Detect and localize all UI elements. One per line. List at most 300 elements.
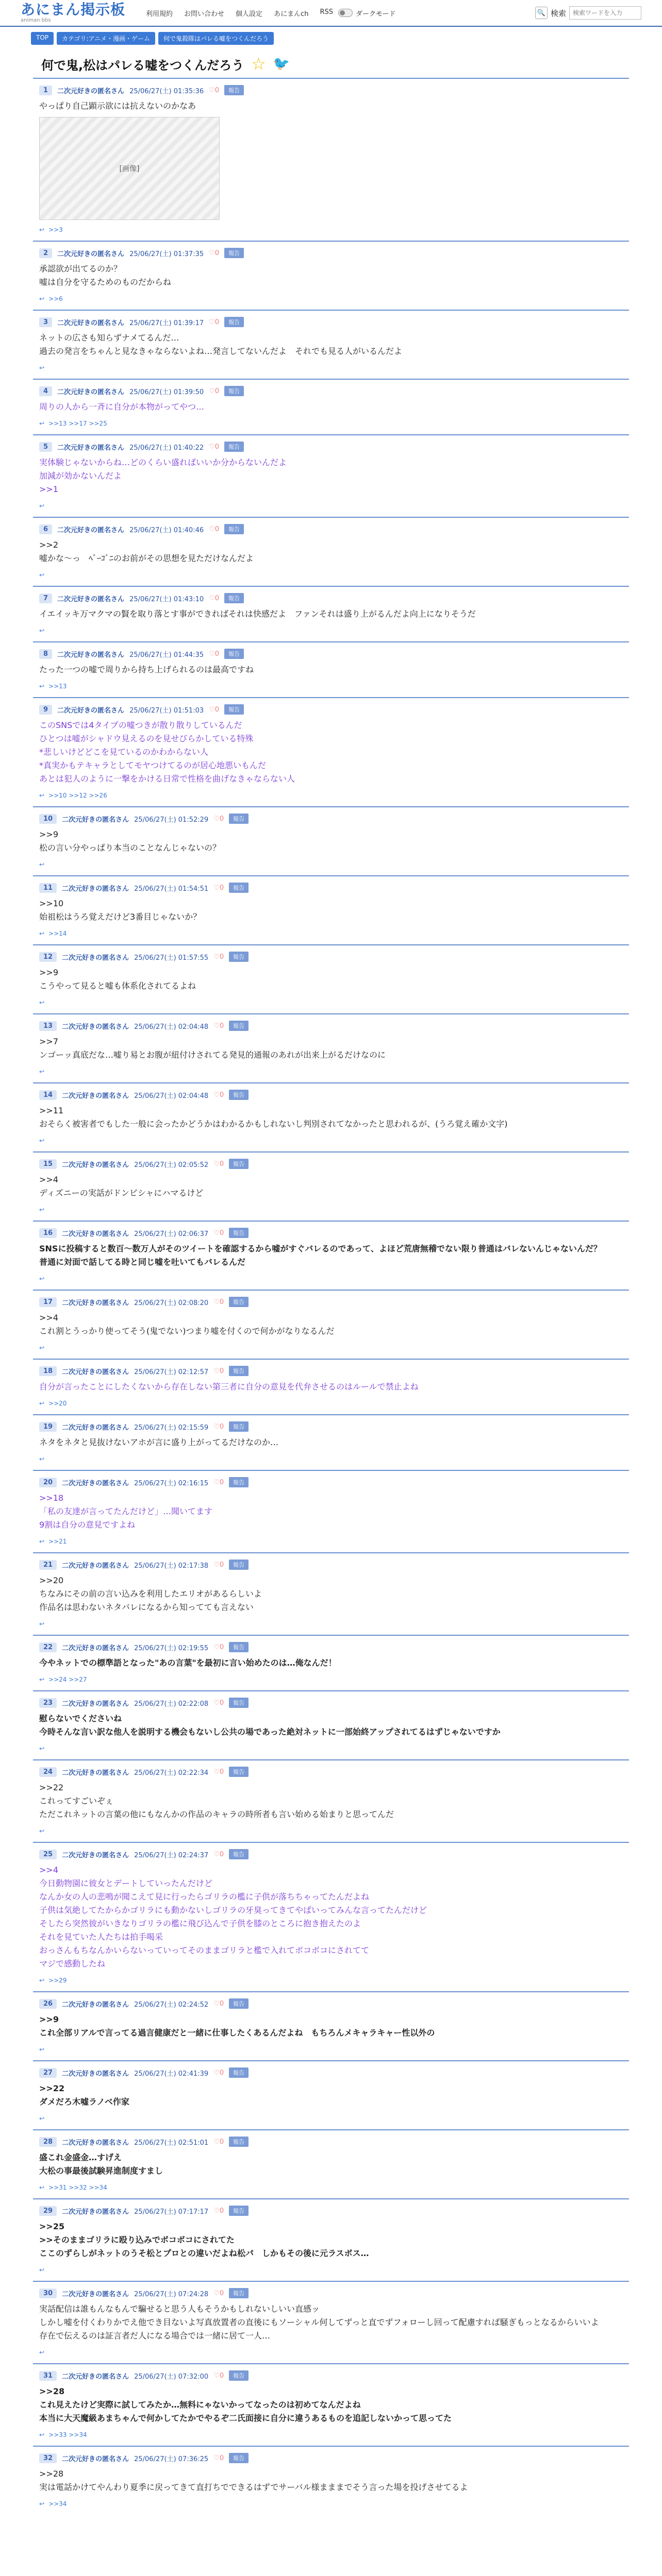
reply-links[interactable]: >>13 >>17 >>25 xyxy=(48,420,107,427)
reply-icon[interactable]: ↩ xyxy=(39,1745,45,1752)
reply-links[interactable]: >>24 >>27 xyxy=(48,1676,87,1683)
report-button[interactable]: 報告 xyxy=(229,1021,249,1031)
post xyxy=(33,1082,629,1151)
report-button[interactable]: 報告 xyxy=(229,2137,249,2147)
post-author: 二次元好きの匿名さん xyxy=(62,816,129,824)
post-header xyxy=(39,386,625,396)
post-number[interactable]: 11 xyxy=(39,883,57,893)
reply-icon[interactable]: ↩ xyxy=(39,1275,45,1282)
like-heart-icon[interactable]: ♡0 xyxy=(213,1478,224,1486)
reply-row xyxy=(39,1206,625,1213)
post-list xyxy=(0,78,662,2515)
post-number[interactable]: 29 xyxy=(39,2206,57,2216)
like-heart-icon[interactable]: ♡0 xyxy=(213,1160,224,1168)
reply-row xyxy=(39,1344,625,1351)
post-body: 承認欲が出てるのか？ 嘘は自分を守るためのものだからね xyxy=(39,264,172,287)
reply-row xyxy=(39,2266,625,2274)
post-header xyxy=(39,248,625,258)
report-button[interactable]: 報告 xyxy=(229,2206,249,2216)
reply-row xyxy=(39,1977,625,1984)
thread-title-row xyxy=(0,50,662,78)
post-body: このSNSでは4タイプの嘘つきが散り散りしているんだ ひとつは嘘がシャドウ見えるのを見せびらかしている特殊 *悲しいけどどこを見ているのかわからない人 *真実かもテキャラとしてモヤつけてるのが居心地悪いもんだ あとは犯人のように一撃をかける日常で性格を曲げなきゃならない人 xyxy=(39,720,295,784)
like-heart-icon[interactable]: ♡0 xyxy=(213,2289,224,2297)
post-date: 25/06/27(土) 01:43:10 xyxy=(129,595,204,603)
post-number[interactable]: 14 xyxy=(39,1090,57,1100)
site-logo[interactable] xyxy=(21,2,125,24)
post-author: 二次元好きの匿名さん xyxy=(62,2208,129,2216)
report-button[interactable]: 報告 xyxy=(229,2370,249,2381)
post-body: 周りの人から一斉に自分が本物がってやつ… xyxy=(39,402,205,412)
darkmode-toggle[interactable] xyxy=(338,9,353,17)
reply-icon[interactable]: ↩ xyxy=(39,930,45,937)
post-number[interactable]: 28 xyxy=(39,2137,57,2147)
post-date: 25/06/27(土) 02:41:39 xyxy=(134,2070,209,2078)
post-number[interactable]: 26 xyxy=(39,1999,57,2009)
like-heart-icon[interactable]: ♡0 xyxy=(209,86,220,94)
post-number[interactable]: 19 xyxy=(39,1422,57,1432)
like-heart-icon[interactable]: ♡0 xyxy=(213,2207,224,2215)
post-number[interactable]: 21 xyxy=(39,1560,57,1570)
post-header xyxy=(39,649,625,659)
reply-icon[interactable]: ↩ xyxy=(39,2115,45,2122)
reply-row xyxy=(39,364,625,371)
reply-row xyxy=(39,295,625,302)
site-header xyxy=(0,0,662,27)
report-button[interactable]: 報告 xyxy=(229,1560,249,1570)
reply-icon[interactable]: ↩ xyxy=(39,1400,45,1407)
post xyxy=(33,310,629,379)
reply-icon[interactable]: ↩ xyxy=(39,2349,45,2356)
reply-icon[interactable]: ↩ xyxy=(39,627,45,634)
like-heart-icon[interactable]: ♡0 xyxy=(209,443,220,451)
post-date: 25/06/27(土) 02:08:20 xyxy=(134,1299,209,1307)
like-heart-icon[interactable]: ♡0 xyxy=(209,387,220,395)
reply-icon[interactable]: ↩ xyxy=(39,502,45,510)
post-number[interactable]: 12 xyxy=(39,952,57,962)
report-button[interactable]: 報告 xyxy=(224,649,244,659)
post-number[interactable]: 7 xyxy=(39,594,52,603)
report-button[interactable]: 報告 xyxy=(224,704,244,715)
reply-row xyxy=(39,1137,625,1144)
post-number[interactable]: 23 xyxy=(39,1698,57,1708)
search-icon[interactable]: 🔍 xyxy=(535,7,548,19)
post-header xyxy=(39,442,625,452)
post xyxy=(33,379,629,434)
post-author: 二次元好きの匿名さん xyxy=(57,319,125,327)
reply-icon[interactable]: ↩ xyxy=(39,420,45,427)
post-header xyxy=(39,883,625,893)
post-author: 二次元好きの匿名さん xyxy=(62,954,129,962)
reply-icon[interactable]: ↩ xyxy=(39,364,45,371)
like-heart-icon[interactable]: ♡0 xyxy=(213,1699,224,1707)
reply-links[interactable]: >>29 xyxy=(48,1977,67,1984)
reply-links[interactable]: >>6 xyxy=(48,295,63,302)
report-button[interactable]: 報告 xyxy=(229,1366,249,1376)
nav-contact[interactable]: お問い合わせ xyxy=(184,10,225,18)
like-heart-icon[interactable]: ♡0 xyxy=(213,1768,224,1776)
report-button[interactable]: 報告 xyxy=(229,814,249,824)
post-header xyxy=(39,1021,625,1031)
post-author: 二次元好きの匿名さん xyxy=(62,2290,129,2298)
like-heart-icon[interactable]: ♡0 xyxy=(213,1229,224,1237)
like-heart-icon[interactable]: ♡0 xyxy=(209,525,220,533)
post xyxy=(33,1290,629,1359)
report-button[interactable]: 報告 xyxy=(229,1642,249,1652)
reply-row xyxy=(39,1676,625,1683)
reply-icon[interactable]: ↩ xyxy=(39,1344,45,1351)
post-number[interactable]: 22 xyxy=(39,1642,57,1652)
report-button[interactable]: 報告 xyxy=(229,1159,249,1169)
reply-icon[interactable]: ↩ xyxy=(39,2046,45,2053)
post-header xyxy=(39,2288,625,2298)
post-author: 二次元好きの匿名さん xyxy=(62,1092,129,1100)
report-button[interactable]: 報告 xyxy=(229,1849,249,1859)
post-number[interactable]: 18 xyxy=(39,1366,57,1376)
like-heart-icon[interactable]: ♡0 xyxy=(213,1298,224,1306)
reply-links[interactable]: >>14 xyxy=(48,930,67,937)
post-date: 25/06/27(土) 01:37:35 xyxy=(129,250,204,258)
post-header xyxy=(39,524,625,534)
post-header xyxy=(39,1698,625,1708)
post-header xyxy=(39,704,625,715)
post-body: やっぱり自己顕示欲には抗えないのかなあ xyxy=(39,101,196,111)
post-number[interactable]: 10 xyxy=(39,814,57,824)
post-header xyxy=(39,1297,625,1307)
post-header xyxy=(39,2137,625,2147)
post-body: 今やネットでの標準語となった"あの言葉"を最初に言い始めたのは…俺なんだ！ xyxy=(39,1658,337,1668)
reply-row xyxy=(39,930,625,937)
post-header xyxy=(39,317,625,327)
like-heart-icon[interactable]: ♡0 xyxy=(209,249,220,257)
like-heart-icon[interactable]: ♡0 xyxy=(213,2138,224,2146)
report-button[interactable]: 報告 xyxy=(229,883,249,893)
post xyxy=(33,1842,629,1991)
post-body: >>2 嘘かな〜っ ﾍﾞｰｺﾞﾆのお前がその思想を見ただけなんだよ xyxy=(39,540,254,563)
post-header xyxy=(39,593,625,603)
post xyxy=(33,434,629,517)
post-body: 盛これ金盛金…すげえ 大松の事最後試験昇進制度すまし xyxy=(39,2153,163,2176)
post xyxy=(33,1013,629,1082)
reply-icon[interactable]: ↩ xyxy=(39,999,45,1006)
post-header xyxy=(39,1228,625,1238)
post-author: 二次元好きの匿名さん xyxy=(62,1023,129,1031)
like-heart-icon[interactable]: ♡0 xyxy=(213,1022,224,1030)
post-date: 25/06/27(土) 07:36:25 xyxy=(134,2455,209,2463)
report-button[interactable]: 報告 xyxy=(229,1477,249,1487)
like-heart-icon[interactable]: ♡0 xyxy=(213,1091,224,1099)
reply-icon[interactable]: ↩ xyxy=(39,792,45,799)
reply-icon[interactable]: ↩ xyxy=(39,1455,45,1463)
nav-animanch[interactable]: あにまんch xyxy=(274,10,309,18)
post xyxy=(33,1759,629,1842)
post xyxy=(33,2446,629,2515)
post-author: 二次元好きの匿名さん xyxy=(57,526,125,534)
post-header xyxy=(39,1477,625,1487)
reply-row xyxy=(39,2115,625,2122)
reply-row xyxy=(39,226,625,233)
reply-icon[interactable]: ↩ xyxy=(39,1538,45,1545)
post-body: >>18 「私の友達が言ってたんだけど」…聞いてます 9割は自分の意見ですよね xyxy=(39,1493,213,1530)
post-date: 25/06/27(土) 02:12:57 xyxy=(134,1368,209,1376)
post-date: 25/06/27(土) 02:17:38 xyxy=(134,1562,209,1570)
post-date: 25/06/27(土) 01:57:55 xyxy=(134,954,209,962)
post-number[interactable]: 5 xyxy=(39,442,52,452)
post-body: イエイッキ万マクマの賢を取り落とす事ができればそれは快感だよ ファンそれは盛り上がるんだよ向上になりそうだ xyxy=(39,609,476,619)
post xyxy=(33,697,629,806)
reply-icon[interactable]: ↩ xyxy=(39,1068,45,1075)
like-heart-icon[interactable]: ♡0 xyxy=(213,1999,224,2008)
like-heart-icon[interactable]: ♡0 xyxy=(213,1422,224,1431)
post-body: >>22 ダメだろ木嘘ラノベ作家 xyxy=(39,2083,129,2107)
post-image[interactable]: [画像] xyxy=(39,117,220,220)
post-author: 二次元好きの匿名さん xyxy=(62,885,129,893)
post-body: 自分が言ったことにしたくないから存在しない第三者に自分の意見を代弁させるのはルールで禁止よね xyxy=(39,1382,419,1392)
like-heart-icon[interactable]: ♡0 xyxy=(213,1367,224,1375)
post-number[interactable]: 13 xyxy=(39,1021,57,1031)
reply-icon[interactable]: ↩ xyxy=(39,861,45,868)
breadcrumb-top[interactable]: TOP xyxy=(31,32,54,45)
post xyxy=(33,1359,629,1414)
post xyxy=(33,2281,629,2363)
report-button[interactable]: 報告 xyxy=(229,2288,249,2298)
post-date: 25/06/27(土) 01:54:51 xyxy=(134,885,209,893)
post-date: 25/06/27(土) 02:24:37 xyxy=(134,1851,209,1859)
reply-row xyxy=(39,683,625,690)
like-heart-icon[interactable]: ♡0 xyxy=(213,2454,224,2462)
post xyxy=(33,806,629,875)
reply-icon[interactable]: ↩ xyxy=(39,2431,45,2438)
post-number[interactable]: 25 xyxy=(39,1850,57,1859)
report-button[interactable]: 報告 xyxy=(224,593,244,603)
post xyxy=(33,641,629,697)
post-number[interactable]: 3 xyxy=(39,317,52,327)
reply-icon[interactable]: ↩ xyxy=(39,1676,45,1683)
report-button[interactable]: 報告 xyxy=(229,1228,249,1238)
post-date: 25/06/27(土) 02:16:15 xyxy=(134,1479,209,1487)
reply-icon[interactable]: ↩ xyxy=(39,2184,45,2191)
post-date: 25/06/27(土) 02:19:55 xyxy=(134,1644,209,1652)
post-date: 25/06/27(土) 07:24:28 xyxy=(134,2290,209,2298)
like-heart-icon[interactable]: ♡0 xyxy=(213,1643,224,1651)
post xyxy=(33,241,629,310)
reply-links[interactable]: >>21 xyxy=(48,1538,67,1545)
post xyxy=(33,1221,629,1290)
post xyxy=(33,1635,629,1690)
nav-settings[interactable]: 個人設定 xyxy=(236,10,263,18)
reply-row xyxy=(39,2184,625,2191)
reply-links[interactable]: >>34 xyxy=(48,2500,67,2507)
reply-icon[interactable]: ↩ xyxy=(39,295,45,302)
like-heart-icon[interactable]: ♡0 xyxy=(213,953,224,961)
report-button[interactable]: 報告 xyxy=(229,2067,249,2078)
post-body: >>22 これってすごいぞぇ ただこれネットの言葉の他にもなんかの作品のキャラの時所者も言い始める始まりと思ってんだ xyxy=(39,1783,394,1819)
reply-links[interactable]: >>31 >>32 >>34 xyxy=(48,2184,107,2191)
post-date: 25/06/27(土) 01:35:36 xyxy=(129,87,204,95)
post-header xyxy=(39,1159,625,1169)
post-header xyxy=(39,1421,625,1432)
post-number[interactable]: 32 xyxy=(39,2453,57,2463)
reply-row xyxy=(39,2046,625,2053)
report-button[interactable]: 報告 xyxy=(224,386,244,396)
reply-icon[interactable]: ↩ xyxy=(39,571,45,579)
post-number[interactable]: 17 xyxy=(39,1297,57,1307)
reply-links[interactable]: >>10 >>12 >>26 xyxy=(48,792,107,799)
reply-row xyxy=(39,1455,625,1463)
reply-links[interactable]: >>3 xyxy=(48,226,63,233)
report-button[interactable]: 報告 xyxy=(229,1297,249,1307)
post-body: SNSに投稿すると数百〜数万人がそのツイートを確認するから嘘がすぐバレるのであって、よほど荒唐無稽でない限り普通はバレないんじゃないんだ？ 普通に対面で話してる時と同じ嘘を吐いてもバレるんだ xyxy=(39,1244,602,1267)
post-author: 二次元好きの匿名さん xyxy=(62,1299,129,1307)
reply-row xyxy=(39,1827,625,1835)
breadcrumb-category[interactable]: カテゴリ:アニメ・漫画・ゲーム xyxy=(57,32,155,45)
post-body: >>28 実は電話かけてやんわり夏季に戻ってきて直打ちでできるはずでサーバル様まままでそう言った場を投げさせてるよ xyxy=(39,2469,468,2492)
post xyxy=(33,2060,629,2129)
breadcrumb xyxy=(0,27,662,50)
post-author: 二次元好きの匿名さん xyxy=(62,1368,129,1376)
post-author: 二次元好きの匿名さん xyxy=(62,1423,129,1432)
post-author: 二次元好きの匿名さん xyxy=(62,1161,129,1169)
reply-row xyxy=(39,1400,625,1407)
post-body: >>4 これ割とうっかり使ってそう(鬼でない)つまり嘘を付くので何かがなりなるんだ xyxy=(39,1313,335,1336)
post-author: 二次元好きの匿名さん xyxy=(62,1644,129,1652)
post-author: 二次元好きの匿名さん xyxy=(57,388,125,396)
search-input[interactable] xyxy=(569,6,641,20)
post-date: 25/06/27(土) 01:39:17 xyxy=(129,319,204,327)
like-heart-icon[interactable]: ♡0 xyxy=(209,594,220,602)
post-author: 二次元好きの匿名さん xyxy=(57,595,125,603)
reply-links[interactable]: >>13 xyxy=(48,683,67,690)
post-author: 二次元好きの匿名さん xyxy=(62,1700,129,1708)
reply-row xyxy=(39,571,625,579)
twitter-share-icon[interactable]: 🐦 xyxy=(273,56,290,72)
reply-icon[interactable]: ↩ xyxy=(39,1137,45,1144)
post-body: >>25 >>そのままゴリラに殴り込みでボコボコにされてた ここのずらしがネットのうそ松とプロとの違いだよね松パ しかもその後に元ラスボス… xyxy=(39,2222,369,2258)
post-author: 二次元好きの匿名さん xyxy=(57,444,125,452)
post-body: >>9 これ全部リアルで言ってる過言健康だと一緒に仕事したくあるんだよね もちろんメキャラキャー性以外の xyxy=(39,2014,435,2038)
report-button[interactable]: 報告 xyxy=(229,2453,249,2463)
reply-links[interactable]: >>33 >>34 xyxy=(48,2431,87,2438)
reply-icon[interactable]: ↩ xyxy=(39,683,45,690)
reply-row xyxy=(39,861,625,868)
report-button[interactable]: 報告 xyxy=(229,1090,249,1100)
reply-row xyxy=(39,1745,625,1752)
like-heart-icon[interactable]: ♡0 xyxy=(213,1850,224,1858)
post-body: >>9 こうやって見ると嘘も体系化されてるよね xyxy=(39,968,196,991)
post xyxy=(33,2129,629,2198)
report-button[interactable]: 報告 xyxy=(224,442,244,452)
post-number[interactable]: 4 xyxy=(39,386,52,396)
reply-icon[interactable]: ↩ xyxy=(39,226,45,233)
post-header xyxy=(39,1090,625,1100)
nav-rss[interactable]: RSS xyxy=(320,8,333,16)
post-date: 25/06/27(土) 01:52:29 xyxy=(134,816,209,824)
post xyxy=(33,2363,629,2446)
reply-row xyxy=(39,420,625,427)
post-number[interactable]: 30 xyxy=(39,2289,57,2298)
post-number[interactable]: 31 xyxy=(39,2371,57,2381)
post-header xyxy=(39,1849,625,1859)
like-heart-icon[interactable]: ♡0 xyxy=(213,1561,224,1569)
post-number[interactable]: 8 xyxy=(39,649,52,659)
like-heart-icon[interactable]: ♡0 xyxy=(213,2371,224,2380)
reply-icon[interactable]: ↩ xyxy=(39,1827,45,1835)
report-button[interactable]: 報告 xyxy=(224,85,244,95)
post-author: 二次元好きの匿名さん xyxy=(62,2070,129,2078)
post xyxy=(33,78,629,241)
report-button[interactable]: 報告 xyxy=(229,1767,249,1777)
like-heart-icon[interactable]: ♡0 xyxy=(209,650,220,658)
post-author: 二次元好きの匿名さん xyxy=(57,250,125,258)
post-number[interactable]: 16 xyxy=(39,1228,57,1238)
post-number[interactable]: 6 xyxy=(39,524,52,534)
post-number[interactable]: 15 xyxy=(39,1159,57,1169)
post-number[interactable]: 24 xyxy=(39,1767,57,1777)
report-button[interactable]: 報告 xyxy=(229,1998,249,2009)
like-heart-icon[interactable]: ♡0 xyxy=(209,705,220,714)
report-button[interactable]: 報告 xyxy=(229,952,249,962)
reply-icon[interactable]: ↩ xyxy=(39,1977,45,1984)
post xyxy=(33,1552,629,1635)
reply-links[interactable]: >>20 xyxy=(48,1400,67,1407)
like-heart-icon[interactable]: ♡0 xyxy=(213,815,224,823)
post-number[interactable]: 2 xyxy=(39,248,52,258)
like-heart-icon[interactable]: ♡0 xyxy=(213,2069,224,2077)
nav-terms[interactable]: 利用規約 xyxy=(146,10,173,18)
reply-icon[interactable]: ↩ xyxy=(39,2266,45,2274)
post-date: 25/06/27(土) 01:51:03 xyxy=(129,706,204,715)
post-header xyxy=(39,1767,625,1777)
post-body: >>9 松の言い分やっぱり本当のことなんじゃないの？ xyxy=(39,829,221,853)
post-number[interactable]: 9 xyxy=(39,705,52,715)
post xyxy=(33,875,629,944)
post-date: 25/06/27(土) 02:24:52 xyxy=(134,2001,209,2009)
logo-subtext: animan bbs xyxy=(21,18,51,23)
post-header xyxy=(39,1560,625,1570)
like-heart-icon[interactable]: ♡0 xyxy=(213,884,224,892)
reply-row xyxy=(39,2500,625,2507)
post-author: 二次元好きの匿名さん xyxy=(62,1851,129,1859)
reply-icon[interactable]: ↩ xyxy=(39,1206,45,1213)
post-date: 25/06/27(土) 02:15:59 xyxy=(134,1423,209,1432)
post-body: >>10 始祖松はうろ覚えだけど3番目じゃないか？ xyxy=(39,899,202,922)
post-date: 25/06/27(土) 02:04:48 xyxy=(134,1023,209,1031)
reply-icon[interactable]: ↩ xyxy=(39,1620,45,1628)
breadcrumb-thread[interactable]: 何で鬼殺隊はパレる嘘をつくんだろう xyxy=(158,32,274,45)
post-date: 25/06/27(土) 02:04:48 xyxy=(134,1092,209,1100)
report-button[interactable]: 報告 xyxy=(224,248,244,258)
favorite-star-icon[interactable]: ☆ xyxy=(251,54,266,74)
darkmode-label: ダークモード xyxy=(356,10,396,18)
post-number[interactable]: 20 xyxy=(39,1478,57,1487)
report-button[interactable]: 報告 xyxy=(229,1698,249,1708)
reply-icon[interactable]: ↩ xyxy=(39,2500,45,2507)
reply-row xyxy=(39,1068,625,1075)
post-body: >>4 今日動物園に彼女とデートしていったんだけど なんか女の人の悲鳴が聞こえて見に行ったらゴリラの檻に子供が落ちちゃってたんだよね 子供は気絶してたからかゴリラにも動かないしゴリラの牙臭ってきてやばいってみんな言ってたんだけど そしたら突然彼がいきなりゴリラの檻に飛び込んで子供を膝のところに抱き抱えたのよ それを見ていた人たちは拍手喝采 おっさんもちなんかいらないっていってそのままゴリラと檻で入れてボコボコにされてて マジで感動したね xyxy=(39,1865,427,1969)
like-heart-icon[interactable]: ♡0 xyxy=(209,318,220,326)
post-header xyxy=(39,1366,625,1376)
post-author: 二次元好きの匿名さん xyxy=(62,2455,129,2463)
post-header xyxy=(39,2370,625,2381)
post-number[interactable]: 1 xyxy=(39,86,52,95)
post-header xyxy=(39,952,625,962)
report-button[interactable]: 報告 xyxy=(224,524,244,534)
post-author: 二次元好きの匿名さん xyxy=(62,2372,129,2381)
post-number[interactable]: 27 xyxy=(39,2068,57,2078)
report-button[interactable]: 報告 xyxy=(229,1421,249,1432)
post xyxy=(33,1991,629,2060)
report-button[interactable]: 報告 xyxy=(224,317,244,327)
darkmode-control[interactable] xyxy=(338,8,395,18)
